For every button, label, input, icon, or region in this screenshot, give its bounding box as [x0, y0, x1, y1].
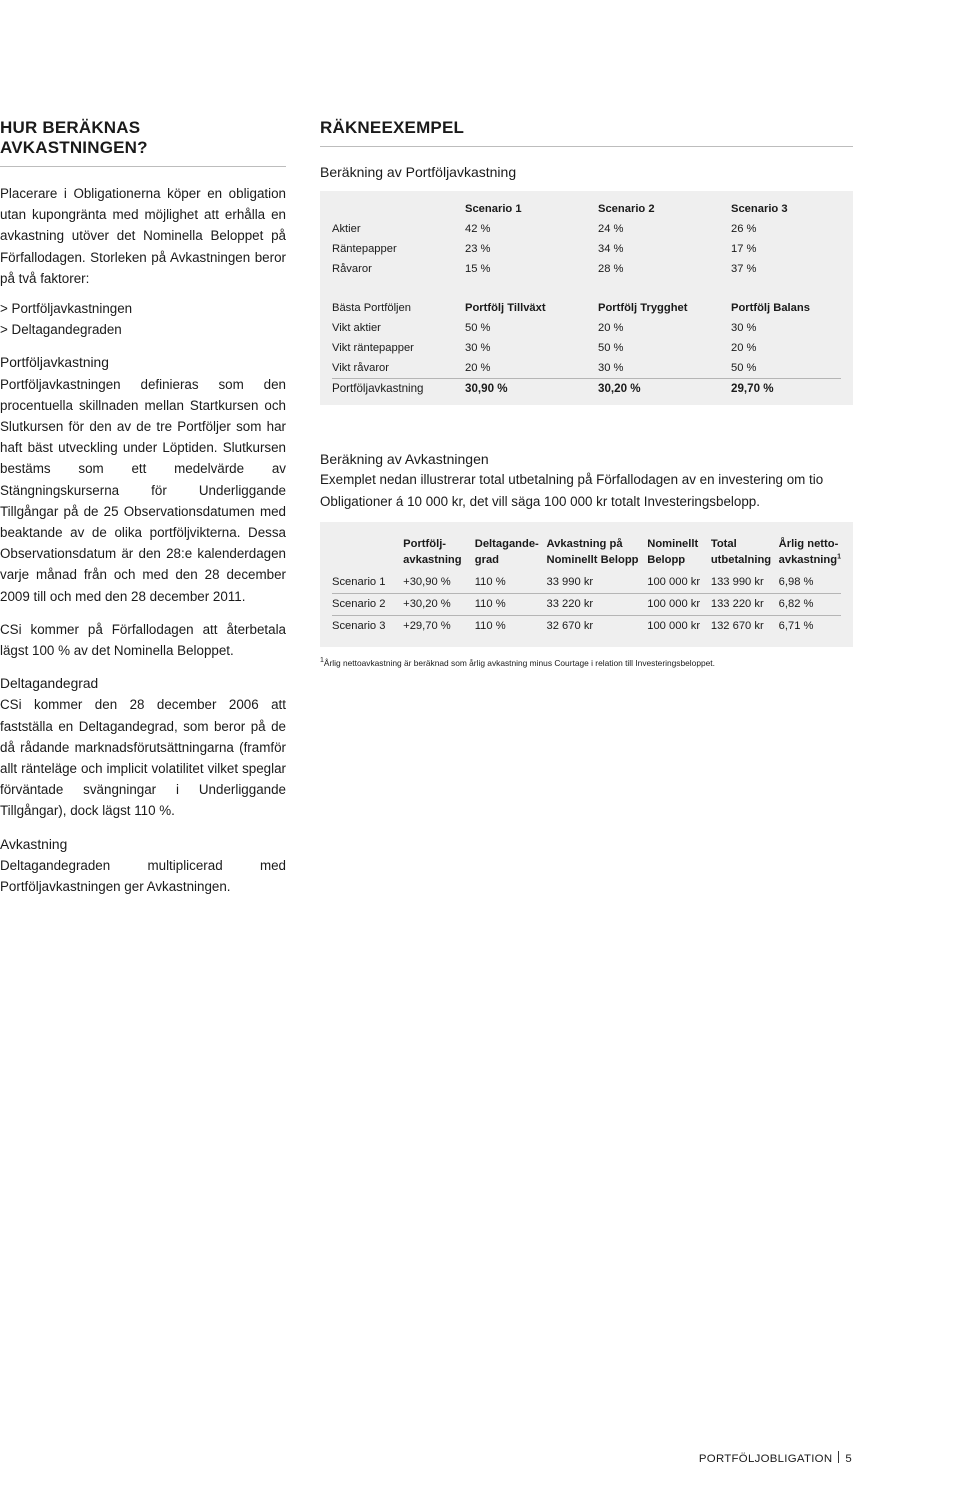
table-cell: 32 670 kr — [547, 616, 648, 638]
table-cell: 50 % — [598, 342, 624, 354]
table-header-cell: Avkastning på Nominellt Belopp — [546, 538, 639, 566]
factor-item-portfolio: > Portföljavkastningen — [0, 301, 133, 317]
table-cell: 26 % — [731, 223, 757, 235]
table-cell: 100 000 kr — [647, 616, 711, 638]
table-cell: 100 000 kr — [647, 594, 711, 616]
publication-name: PORTFÖLJOBLIGATION — [698, 1453, 833, 1465]
row-label: Vikt råvaror — [332, 362, 389, 374]
table-row — [332, 338, 841, 358]
table-header-cell: Årlig netto- avkastning$^1$ — [778, 538, 841, 566]
return-calc-table — [332, 536, 841, 637]
table-cell: 29,70 % — [731, 379, 841, 400]
return-calc-title: Beräkning av Avkastningen — [320, 451, 489, 467]
row-label: Råvaror — [332, 263, 372, 275]
table-row — [332, 239, 841, 259]
table-header-cell: Scenario 1 — [465, 203, 522, 215]
table-cell: 20 % — [465, 362, 491, 374]
intro-paragraph: Placerare i Obligationerna köper en obligation utan kupongränta med möjlighet att erhålla en avkastning utöver det Nominella Beloppet på Förfallodagen. Storleken på Avkastningen beror på två faktorer: — [0, 186, 286, 286]
table-header-cell: Portfölj- avkastning — [403, 538, 462, 566]
section-heading: HUR BERÄKNAS AVKASTNINGEN? — [0, 118, 286, 167]
repayment-paragraph: CSi kommer på Förfallodagen att återbetala lägst 100 % av det Nominella Beloppet. — [0, 621, 286, 659]
table-row — [332, 318, 841, 338]
footnote-marker: 1 — [837, 553, 841, 561]
table-cell: 42 % — [465, 223, 491, 235]
table-cell: 15 % — [465, 263, 491, 275]
subheading-return: Avkastning — [0, 836, 68, 852]
table-cell: 132 670 kr — [711, 616, 779, 638]
portfolio-return-row — [332, 379, 841, 400]
table-cell: 30,90 % — [465, 379, 598, 400]
table-header-row — [332, 536, 841, 572]
row-label: Aktier — [332, 223, 361, 235]
return-calc-paragraph: Exemplet nedan illustrerar total utbetalning på Förfallodagen av en investering om tio Obligationer á 10 000 kr, det vill säga 100 000 kr totalt Investeringsbelopp. — [320, 472, 824, 509]
table-cell: 30 % — [598, 362, 624, 374]
table-cell: 6,71 % — [779, 616, 841, 638]
table-header-cell: Total utbetalning — [710, 538, 772, 566]
row-label: Scenario 2 — [332, 594, 403, 616]
table-row — [332, 219, 841, 239]
left-column — [0, 118, 286, 897]
table-cell: Portfölj Balans — [731, 302, 810, 314]
footnote — [320, 657, 853, 669]
table-cell: +30,20 % — [403, 594, 475, 616]
table-cell: Portfölj Tillväxt — [465, 302, 546, 314]
table-cell: 23 % — [465, 243, 491, 255]
table-header-row — [332, 199, 841, 219]
row-label: Portföljavkastning — [332, 379, 465, 400]
portfolio-calc-table — [332, 199, 841, 399]
table-cell: 110 % — [474, 576, 506, 588]
table-header-cell: Deltagande- grad — [474, 538, 539, 566]
return-paragraph: Deltagandegraden multiplicerad med Portföljavkastningen ger Avkastningen. — [0, 857, 286, 895]
table-cell: 6,98 % — [778, 576, 814, 588]
table-cell: 33 990 kr — [546, 576, 594, 588]
table-header-cell: Scenario 2 — [598, 203, 655, 215]
table-cell: 20 % — [598, 322, 624, 334]
table-cell: 133 220 kr — [711, 594, 779, 616]
examples-heading: RÄKNEEXEMPEL — [320, 118, 853, 147]
table-cell: 30 % — [731, 322, 757, 334]
page-footer — [699, 1451, 852, 1465]
table-cell: Portfölj Trygghet — [598, 302, 688, 314]
table-cell: 17 % — [731, 243, 757, 255]
table-header-cell: Scenario 3 — [731, 203, 788, 215]
table-cell: 133 990 kr — [710, 576, 764, 588]
table-cell: 110 % — [475, 594, 547, 616]
table-cell: 6,82 % — [779, 594, 841, 616]
table-cell: +30,90 % — [403, 576, 451, 588]
factor-list — [0, 298, 286, 340]
subheading-portfolio-return: Portföljavkastning — [0, 355, 109, 371]
row-label: Vikt aktier — [332, 322, 381, 334]
row-label: Scenario 3 — [332, 616, 403, 638]
table-row — [332, 616, 841, 638]
footer-divider — [838, 1451, 839, 1463]
table-row — [332, 594, 841, 616]
table-header-cell — [332, 536, 403, 572]
portfolio-calc-title: Beräkning av Portföljavkastning — [320, 164, 517, 180]
table-cell: 110 % — [475, 616, 547, 638]
table-spacer — [332, 279, 841, 298]
portfolio-calc-box — [320, 191, 853, 405]
row-label: Bästa Portföljen — [332, 302, 411, 314]
table-cell: 33 220 kr — [547, 594, 648, 616]
factor-item-participation: > Deltagandegraden — [0, 322, 122, 338]
table-header-cell — [332, 199, 465, 219]
row-label: Räntepapper — [332, 243, 397, 255]
footnote-marker: 1 — [320, 657, 324, 665]
table-cell: 100 000 kr — [647, 576, 701, 588]
portfolio-return-paragraph: Portföljavkastningen definieras som den procentuella skillnaden mellan Startkursen och Slutkursen för den av de tre Portföljer som har haft bäst utveckling under Löptiden. Slutkursen bestäms som ett medelvärde av Stängningskurserna för Underliggande Tillgångar på de 25 Observationsdatumen med beaktande av de olika portföljvikterna. Dessa Observationsdatum är den 28:e kalenderdagen varje månad från och med den 28 december 2009 till och med den 28 december 2011. — [0, 376, 286, 604]
table-cell: 30 % — [465, 342, 491, 354]
table-cell: 50 % — [465, 322, 491, 334]
participation-rate-paragraph: CSi kommer den 28 december 2006 att fastställa en Deltagandegrad, som beror på de då rådande marknadsförutsättningarna (framför allt ränteläge och implicit volatilitet vilket speglar förväntade svängningar i Underliggande Tillgångar), dock lägst 110 %. — [0, 697, 286, 819]
table-cell: 30,20 % — [598, 379, 731, 400]
table-row — [332, 572, 841, 594]
table-cell: 24 % — [598, 223, 624, 235]
subheading-participation-rate: Deltagandegrad — [0, 676, 99, 692]
footnote-text: Årlig nettoavkastning är beräknad som årlig avkastning minus Courtage i relation till Investeringsbeloppet. — [323, 658, 715, 668]
right-column — [320, 118, 853, 669]
row-label: Vikt räntepapper — [332, 342, 414, 354]
return-calc-box — [320, 522, 853, 647]
table-cell: 20 % — [731, 342, 757, 354]
table-cell: 37 % — [731, 263, 757, 275]
row-label: Scenario 1 — [332, 576, 386, 588]
table-cell: +29,70 % — [403, 616, 475, 638]
table-row — [332, 358, 841, 379]
table-header-cell: Nominellt Belopp — [647, 538, 699, 566]
page-number: 5 — [845, 1453, 852, 1465]
best-portfolio-row — [332, 298, 841, 318]
table-row — [332, 259, 841, 279]
table-cell: 50 % — [731, 362, 757, 374]
table-cell: 28 % — [598, 263, 624, 275]
table-cell: 34 % — [598, 243, 624, 255]
